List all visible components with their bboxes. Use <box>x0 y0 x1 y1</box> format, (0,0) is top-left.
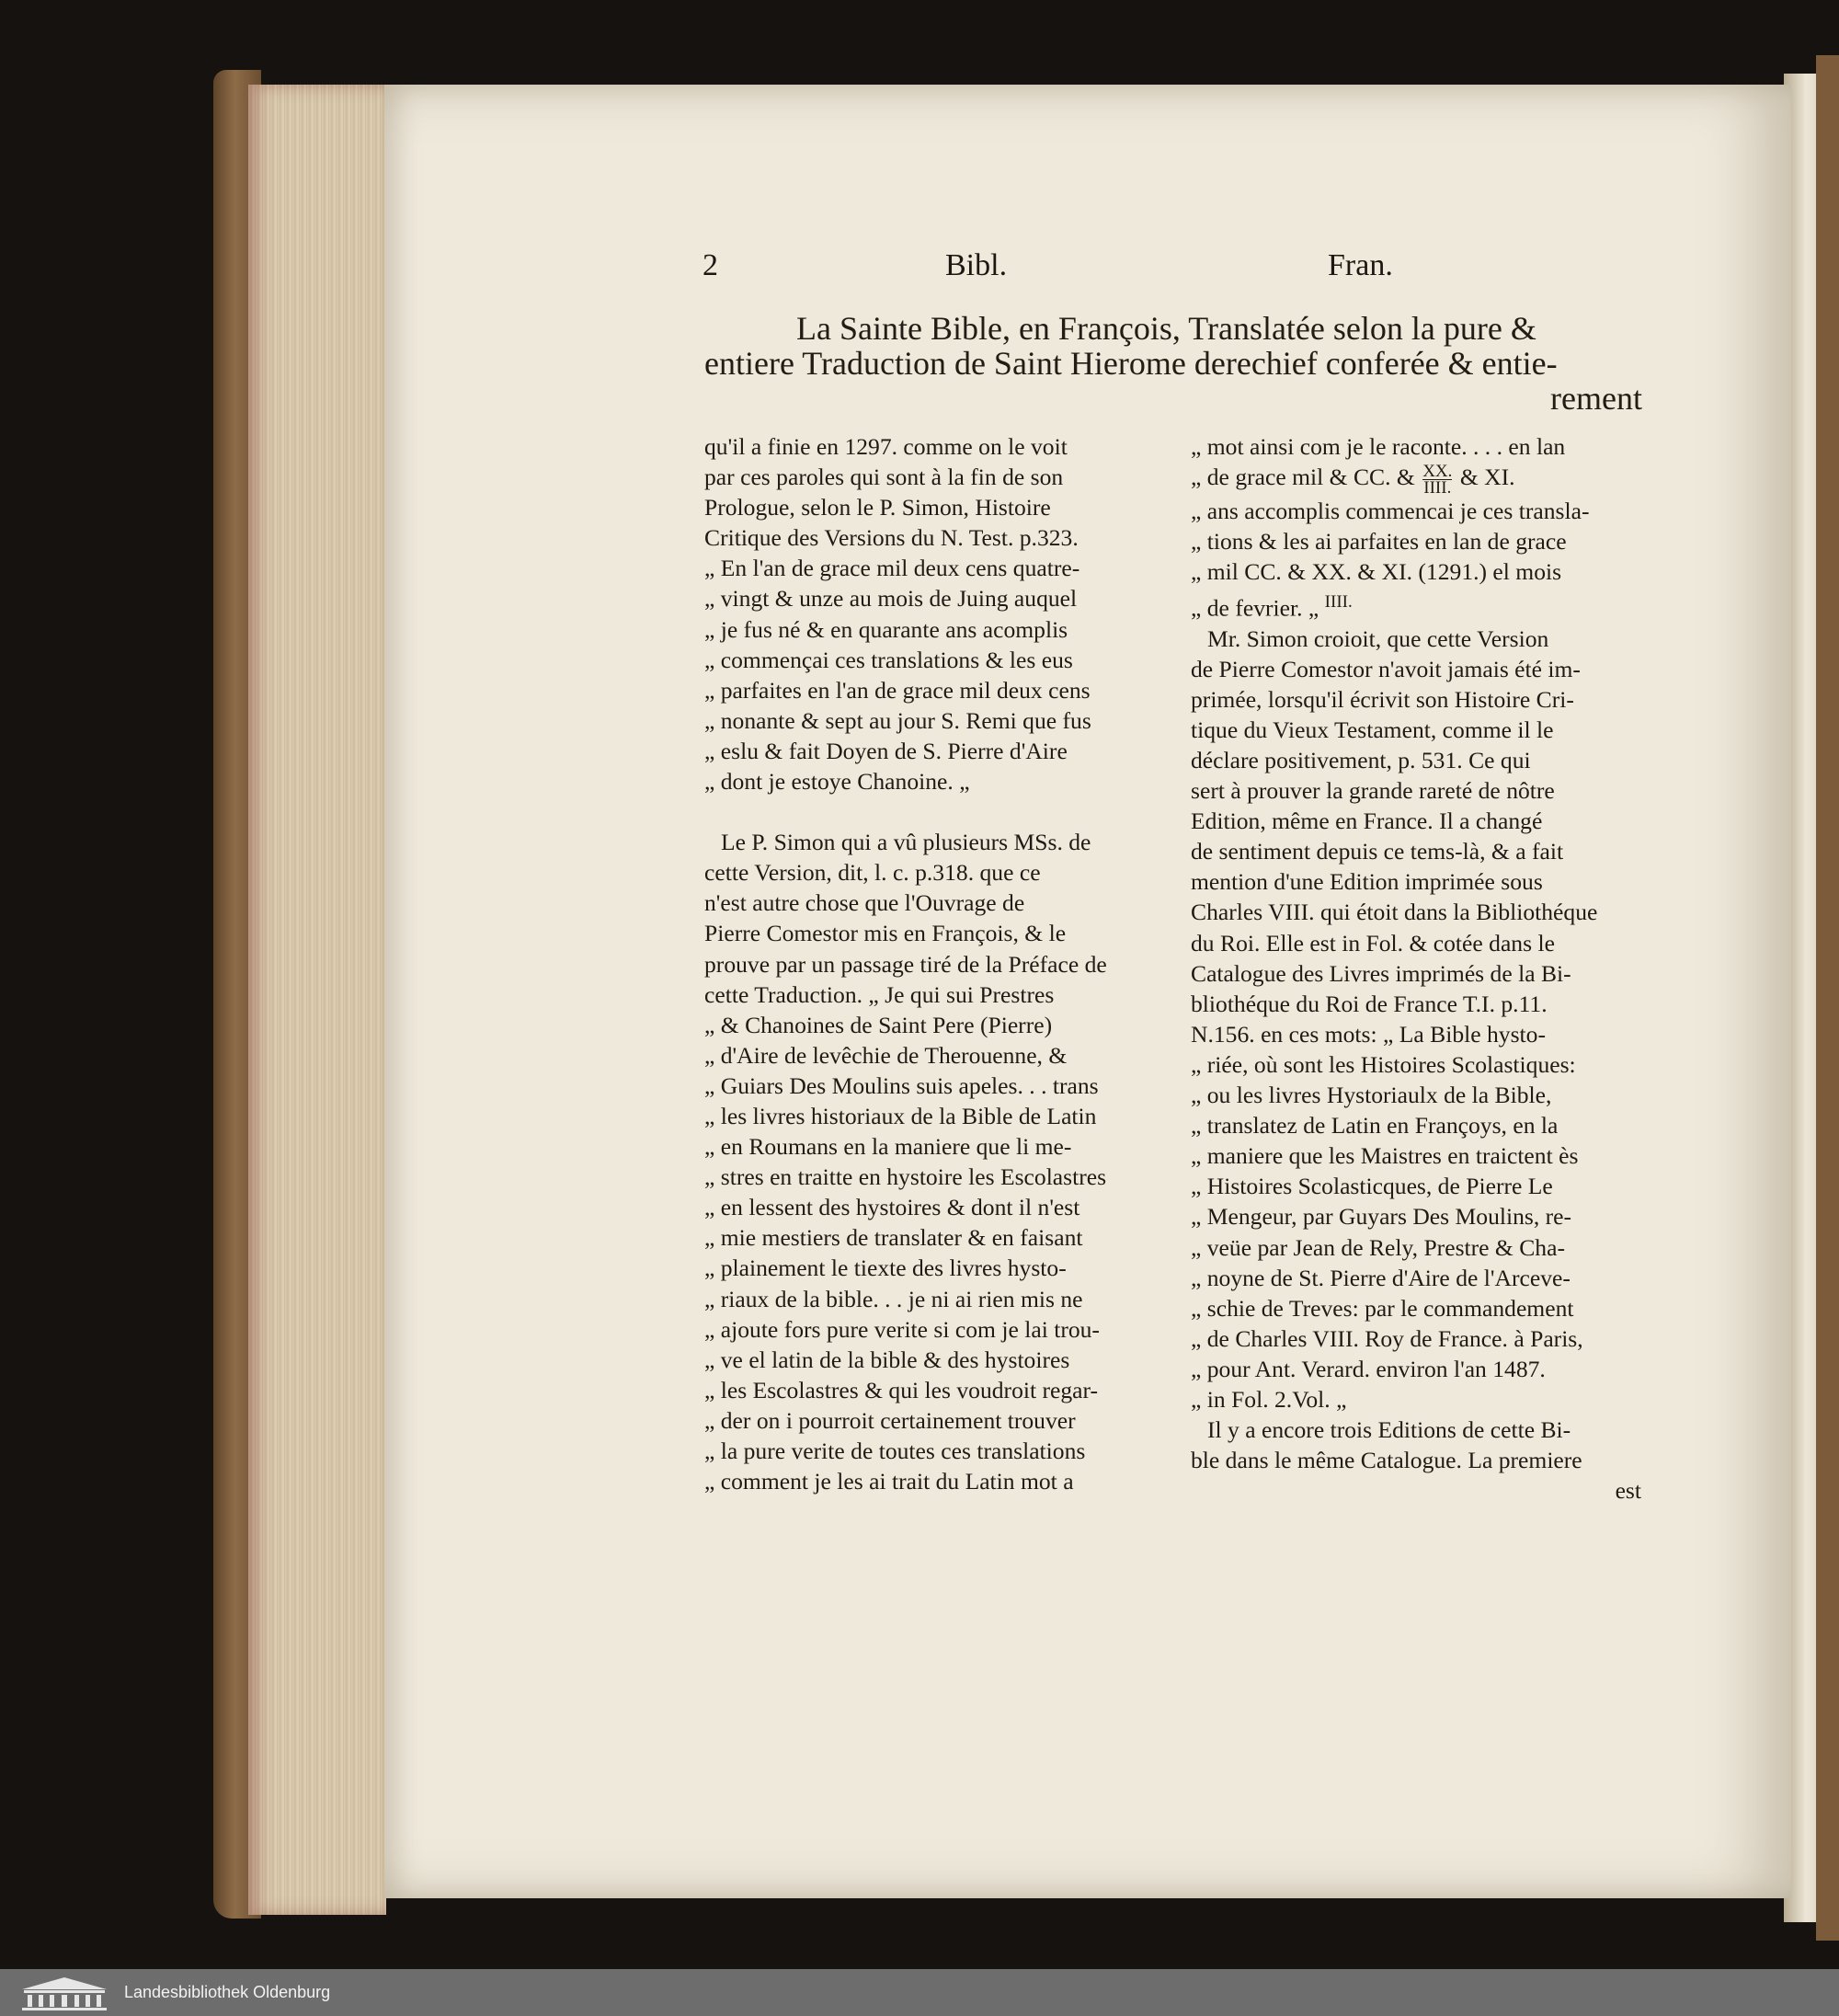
text-line: „ En l'an de grace mil deux cens quatre- <box>704 555 1080 582</box>
text-line: N.156. en ces mots: „ La Bible hysto- <box>1191 1020 1546 1048</box>
text-line: „ ou les livres Hystoriaulx de la Bible, <box>1191 1082 1552 1109</box>
text-line <box>1191 587 1641 624</box>
text-line: „ dont je estoye Chanoine. „ <box>704 768 970 796</box>
text-line: primée, lorsqu'il écrivit son Histoire Cri- <box>1191 685 1574 713</box>
running-head-right: Fran. <box>1328 248 1393 282</box>
text-line: „ Guiars Des Moulins suis apeles. . . trans <box>704 1071 1099 1099</box>
title-line: rement <box>1550 380 1642 417</box>
text-line: „ stres en traitte en hystoire les Escolastres <box>704 1163 1107 1191</box>
text-line: „ la pure verite de toutes ces translations <box>704 1438 1086 1464</box>
text-line: Prologue, selon le P. Simon, Histoire <box>704 494 1051 521</box>
text-line: par ces paroles qui sont à la fin de son <box>704 464 1064 491</box>
text-line: „ mot ainsi com je le raconte. . . . en lan <box>1191 433 1566 460</box>
text-line: „ ve el latin de la bible & des hystoires <box>704 1346 1070 1373</box>
text-line: qu'il a finie en 1297. comme on le voit <box>704 433 1068 460</box>
paragraph-gap <box>704 796 1157 827</box>
running-head-left: Bibl. <box>945 248 1008 282</box>
text-line: „ ajoute fors pure verite si com je lai trou- <box>704 1315 1100 1343</box>
text-line: „ riée, où sont les Histoires Scolastiques: <box>1191 1050 1576 1078</box>
text-line: „ der on i pourroit certainement trouver <box>704 1406 1076 1434</box>
text-line: tique du Vieux Testament, comme il le <box>1191 716 1554 743</box>
text-line: „ ans accomplis commencai je ces transla- <box>1191 497 1590 524</box>
text-line: „ noyne de St. Pierre d'Aire de l'Arceve- <box>1191 1264 1571 1291</box>
right-column <box>1191 431 1641 1506</box>
roman-fraction <box>1422 461 1453 498</box>
book-cover-right <box>1816 55 1839 1941</box>
text-fragment: „ de fevrier. „ <box>1191 594 1319 622</box>
page-edges <box>248 85 386 1915</box>
text-fragment: & XI. <box>1459 464 1515 491</box>
page-number: 2 <box>702 248 718 282</box>
text-line: „ riaux de la bible. . . je ni ai rien mis ne <box>704 1285 1083 1312</box>
library-name: Landesbibliothek Oldenburg <box>124 1983 331 2001</box>
text-line <box>1191 462 1641 496</box>
text-line: „ eslu & fait Doyen de S. Pierre d'Aire <box>704 737 1068 764</box>
text-line: déclare positivement, p. 531. Ce qui <box>1191 747 1531 773</box>
text-line: Catalogue des Livres imprimés de la Bi- <box>1191 959 1571 987</box>
text-line: „ maniere que les Maistres en traictent ès <box>1191 1142 1579 1170</box>
text-line: mention d'une Edition imprimée sous <box>1191 868 1543 896</box>
text-line: „ les livres historiaux de la Bible de Latin <box>704 1102 1097 1129</box>
text-line: de Pierre Comestor n'avoit jamais été im- <box>1191 655 1581 682</box>
text-line: „ d'Aire de levêchie de Therouenne, & <box>704 1041 1068 1069</box>
text-line: „ en Roumans en la maniere que li me- <box>704 1133 1072 1161</box>
text-line: sert à prouver la grande rareté de nôtre <box>1191 777 1555 805</box>
text-line: Mr. Simon croioit, que cette Version <box>1207 624 1549 652</box>
library-building-icon <box>18 1975 110 2011</box>
text-line: „ pour Ant. Verard. environ l'an 1487. <box>1191 1355 1546 1382</box>
left-column <box>704 431 1157 1496</box>
text-line: „ parfaites en l'an de grace mil deux cens <box>704 676 1091 704</box>
fraction-bottom: IIII. <box>1423 477 1452 498</box>
title-line: entiere Traduction de Saint Hierome derechief conferée & entie- <box>704 345 1558 382</box>
text-line: Charles VIII. qui étoit dans la Bibliothéque <box>1191 899 1598 926</box>
text-line: „ plainement le tiexte des livres hysto- <box>704 1254 1067 1282</box>
fraction-top: XX. <box>1422 461 1453 481</box>
text-line: du Roi. Elle est in Fol. & cotée dans le <box>1191 929 1555 956</box>
text-line: „ comment je les ai trait du Latin mot a <box>704 1468 1074 1495</box>
footer-bar <box>0 1969 1839 2016</box>
title-line: La Sainte Bible, en François, Translatée selon la pure & <box>796 310 1536 347</box>
text-line: „ & Chanoines de Saint Pere (Pierre) <box>704 1011 1053 1038</box>
text-line: ble dans le même Catalogue. La premiere <box>1191 1447 1582 1474</box>
text-line: „ vingt & unze au mois de Juing auquel <box>704 585 1078 613</box>
text-line: Pierre Comestor mis en François, & le <box>704 920 1067 947</box>
text-line: „ mie mestiers de translater & en faisant <box>704 1224 1083 1252</box>
text-line: „ in Fol. 2.Vol. „ <box>1191 1385 1347 1413</box>
text-line: bliothéque du Roi de France T.I. p.11. <box>1191 990 1548 1017</box>
text-line: „ nonante & sept au jour S. Remi que fus <box>704 706 1091 734</box>
catchword: est <box>1615 1477 1641 1505</box>
text-line: „ je fus né & en quarante ans acomplis <box>704 615 1068 643</box>
text-line: „ schie de Treves: par le commandement <box>1191 1294 1574 1322</box>
text-line: Critique des Versions du N. Test. p.323. <box>704 524 1079 552</box>
text-line: Edition, même en France. Il a changé <box>1191 808 1543 835</box>
text-line: prouve par un passage tiré de la Préface de <box>704 950 1107 978</box>
text-line: „ mil CC. & XX. & XI. (1291.) el mois <box>1191 557 1562 585</box>
text-line: „ de Charles VIII. Roy de France. à Paris, <box>1191 1324 1583 1352</box>
text-line: Le P. Simon qui a vû plusieurs MSs. de <box>721 829 1091 856</box>
text-line: „ veüe par Jean de Rely, Prestre & Cha- <box>1191 1233 1565 1261</box>
text-line: Il y a encore trois Editions de cette Bi- <box>1207 1416 1571 1444</box>
text-line: „ Mengeur, par Guyars Des Moulins, re- <box>1191 1203 1572 1231</box>
text-fragment: „ de grace mil & CC. & <box>1191 464 1415 491</box>
text-fragment: IIII. <box>1324 592 1353 612</box>
text-line: „ les Escolastres & qui les voudroit regar- <box>704 1376 1099 1403</box>
text-line: „ tions & les ai parfaites en lan de grace <box>1191 527 1567 555</box>
text-line: de sentiment depuis ce tems-là, & a fait <box>1191 838 1564 865</box>
entry-title <box>704 311 1642 416</box>
text-line: cette Version, dit, l. c. p.318. que ce <box>704 859 1041 887</box>
text-line: cette Traduction. „ Je qui sui Prestres <box>704 980 1055 1008</box>
text-line: „ translatez de Latin en Françoys, en la <box>1191 1112 1559 1140</box>
text-line: n'est autre chose que l'Ouvrage de <box>704 889 1025 917</box>
text-line: „ en lessent des hystoires & dont il n'est <box>704 1194 1080 1221</box>
text-line: „ Histoires Scolasticques, de Pierre Le <box>1191 1173 1553 1200</box>
text-line: „ commençai ces translations & les eus <box>704 646 1073 673</box>
